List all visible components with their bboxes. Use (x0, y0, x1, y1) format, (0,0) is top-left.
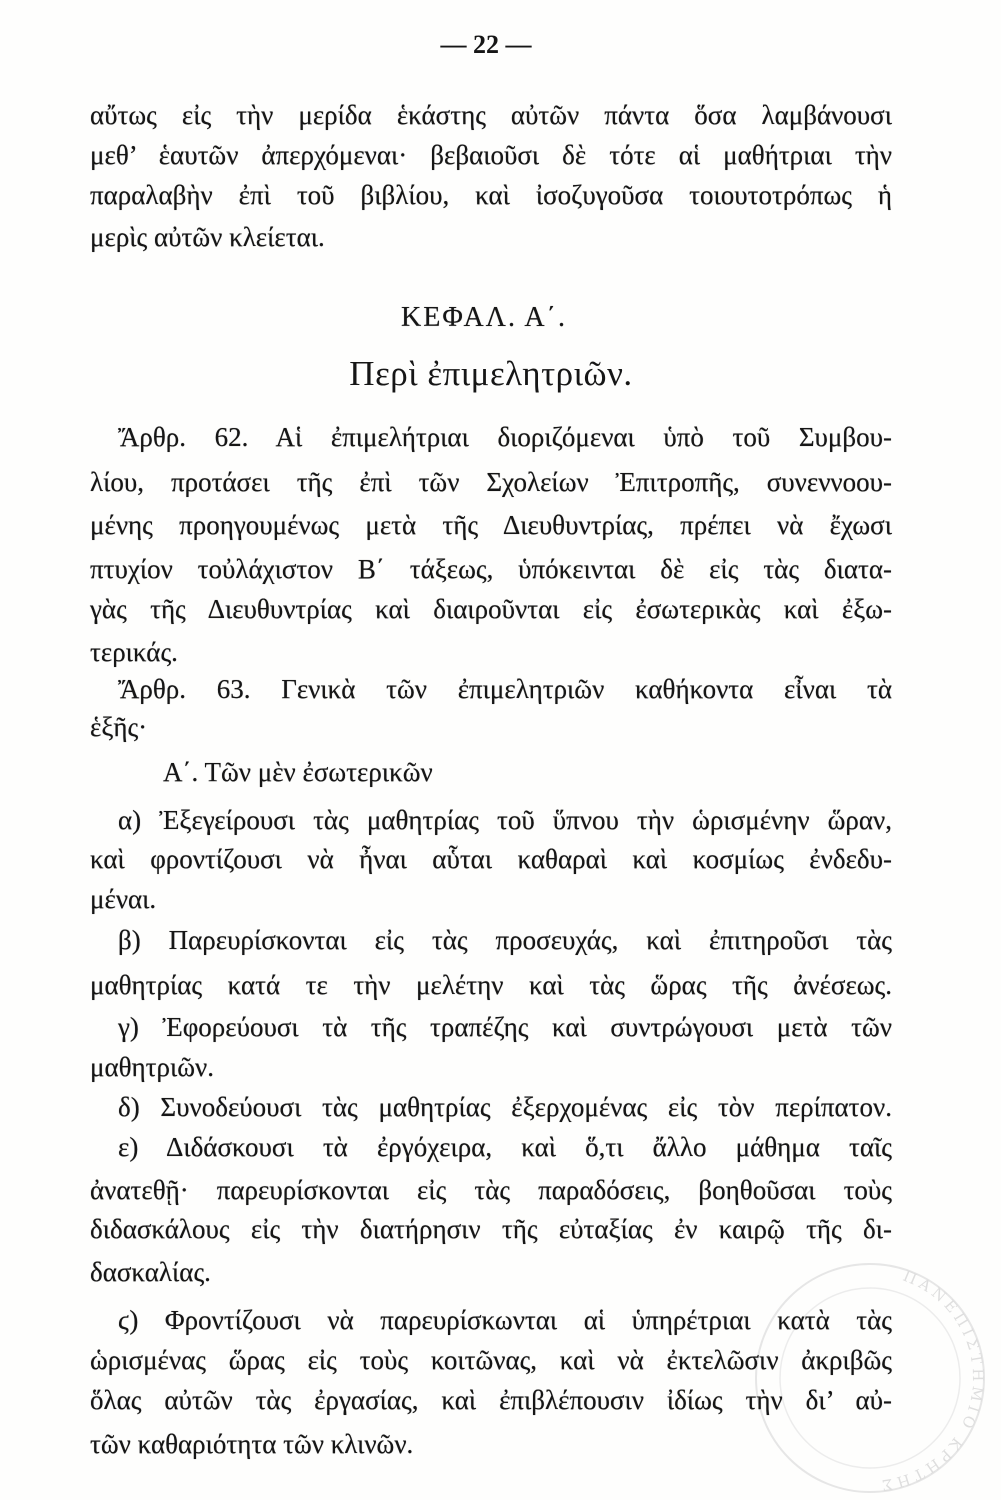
article-63-line: Ἄρθρ. 63. Γενικὰ τῶν ἐπιμελητριῶν καθήκοντα εἶναι τὰ (118, 674, 892, 704)
seal-text: ΠΑΝΕΠΙΣΤΗΜΙΟ ΚΡΗΤΗΣ (876, 1266, 988, 1495)
intro-line: μεθ’ ἑαυτῶν ἀπερχόμεναι· βεβαιοῦσι δὲ τότε αἱ μαθήτριαι τὴν (90, 140, 892, 170)
page-number: — 22 — (440, 30, 532, 59)
duty-line: δασκαλίας. (90, 1257, 211, 1287)
intro-line: μερὶς αὐτῶν κλείεται. (90, 222, 325, 252)
article-63-line: ἑξῆς· (90, 712, 148, 742)
duty-line: ἀνατεθῇ· παρευρίσκονται εἰς τὰς παραδόσεις, βοηθοῦσαι τοὺς (90, 1175, 892, 1205)
duty-line: καὶ φροντίζουσι νὰ ἦναι αὗται καθαραὶ καὶ κοσμίως ἐνδεδυ- (90, 844, 892, 874)
duty-line: ε) Διδάσκουσι τὰ ἐργόχειρα, καὶ ὅ,τι ἄλλο μάθημα ταῖς (118, 1132, 892, 1162)
duty-line: β) Παρευρίσκονται εἰς τὰς προσευχάς, καὶ ἐπιτηροῦσι τὰς (118, 925, 892, 955)
duty-line: α) Ἐξεγείρουσι τὰς μαθητρίας τοῦ ὕπνου τὴν ὡρισμένην ὥραν, (118, 805, 892, 835)
chapter-title: Περὶ ἐπιμελητριῶν. (349, 354, 633, 393)
article-62-line: μένης προηγουμένως μετὰ τῆς Διευθυντρίας, πρέπει νὰ ἔχωσι (90, 510, 892, 540)
duty-line: ὅλας αὐτῶν τὰς ἐργασίας, καὶ ἐπιβλέπουσιν ἰδίως τὴν δι’ αὐ- (90, 1385, 892, 1415)
article-62-line: γὰς τῆς Διευθυντρίας καὶ διαιροῦνται εἰς ἐσωτερικὰς καὶ ἐξω- (90, 594, 892, 624)
chapter-heading: ΚΕΦΑΛ. Α΄. (401, 302, 567, 333)
duty-line: δ) Συνοδεύουσι τὰς μαθητρίας ἐξερχομένας εἰς τὸν περίπατον. (118, 1092, 892, 1122)
article-62-line: πτυχίον τοὐλάχιστον Β΄ τάξεως, ὑπόκεινται δὲ εἰς τὰς διατα- (90, 554, 892, 584)
duty-line: μέναι. (90, 884, 157, 914)
duty-line: διδασκάλους εἰς τὴν διατήρησιν τῆς εὐταξίας ἐν καιρῷ τῆς δι- (90, 1214, 892, 1244)
duty-line: τῶν καθαριότητα τῶν κλινῶν. (90, 1429, 414, 1459)
duty-line: γ) Ἐφορεύουσι τὰ τῆς τραπέζης καὶ συντρώγουσι μετὰ τῶν (118, 1012, 892, 1042)
duty-line: μαθητρίας κατά τε τὴν μελέτην καὶ τὰς ὥρας τῆς ἀνέσεως. (90, 970, 892, 1000)
duty-line: ὡρισμένας ὥρας εἰς τοὺς κοιτῶνας, καὶ νὰ ἐκτελῶσιν ἀκριβῶς (90, 1345, 892, 1375)
duty-line: μαθητριῶν. (90, 1052, 214, 1082)
article-62-line: Ἄρθρ. 62. Αἱ ἐπιμελήτριαι διοριζόμεναι ὑπὸ τοῦ Συμβου- (118, 422, 892, 452)
article-62-line: λίου, προτάσει τῆς ἐπὶ τῶν Σχολείων Ἐπιτροπῆς, συνεννοου- (90, 467, 892, 497)
internal-duties-heading: Α΄. Τῶν μὲν ἐσωτερικῶν (163, 757, 433, 787)
article-62-line: τερικάς. (90, 637, 178, 667)
duty-line: ϛ) Φροντίζουσι νὰ παρευρίσκωνται αἱ ὑπηρέτριαι κατὰ τὰς (118, 1305, 892, 1335)
intro-line: αὔτως εἰς τὴν μερίδα ἑκάστης αὐτῶν πάντα ὅσα λαμβάνουσι (90, 100, 892, 130)
intro-line: παραλαβὴν ἐπὶ τοῦ βιβλίου, καὶ ἰσοζυγοῦσα τοιουτοτρόπως ἡ (90, 180, 892, 210)
seal-lettering (877, 1267, 987, 1495)
